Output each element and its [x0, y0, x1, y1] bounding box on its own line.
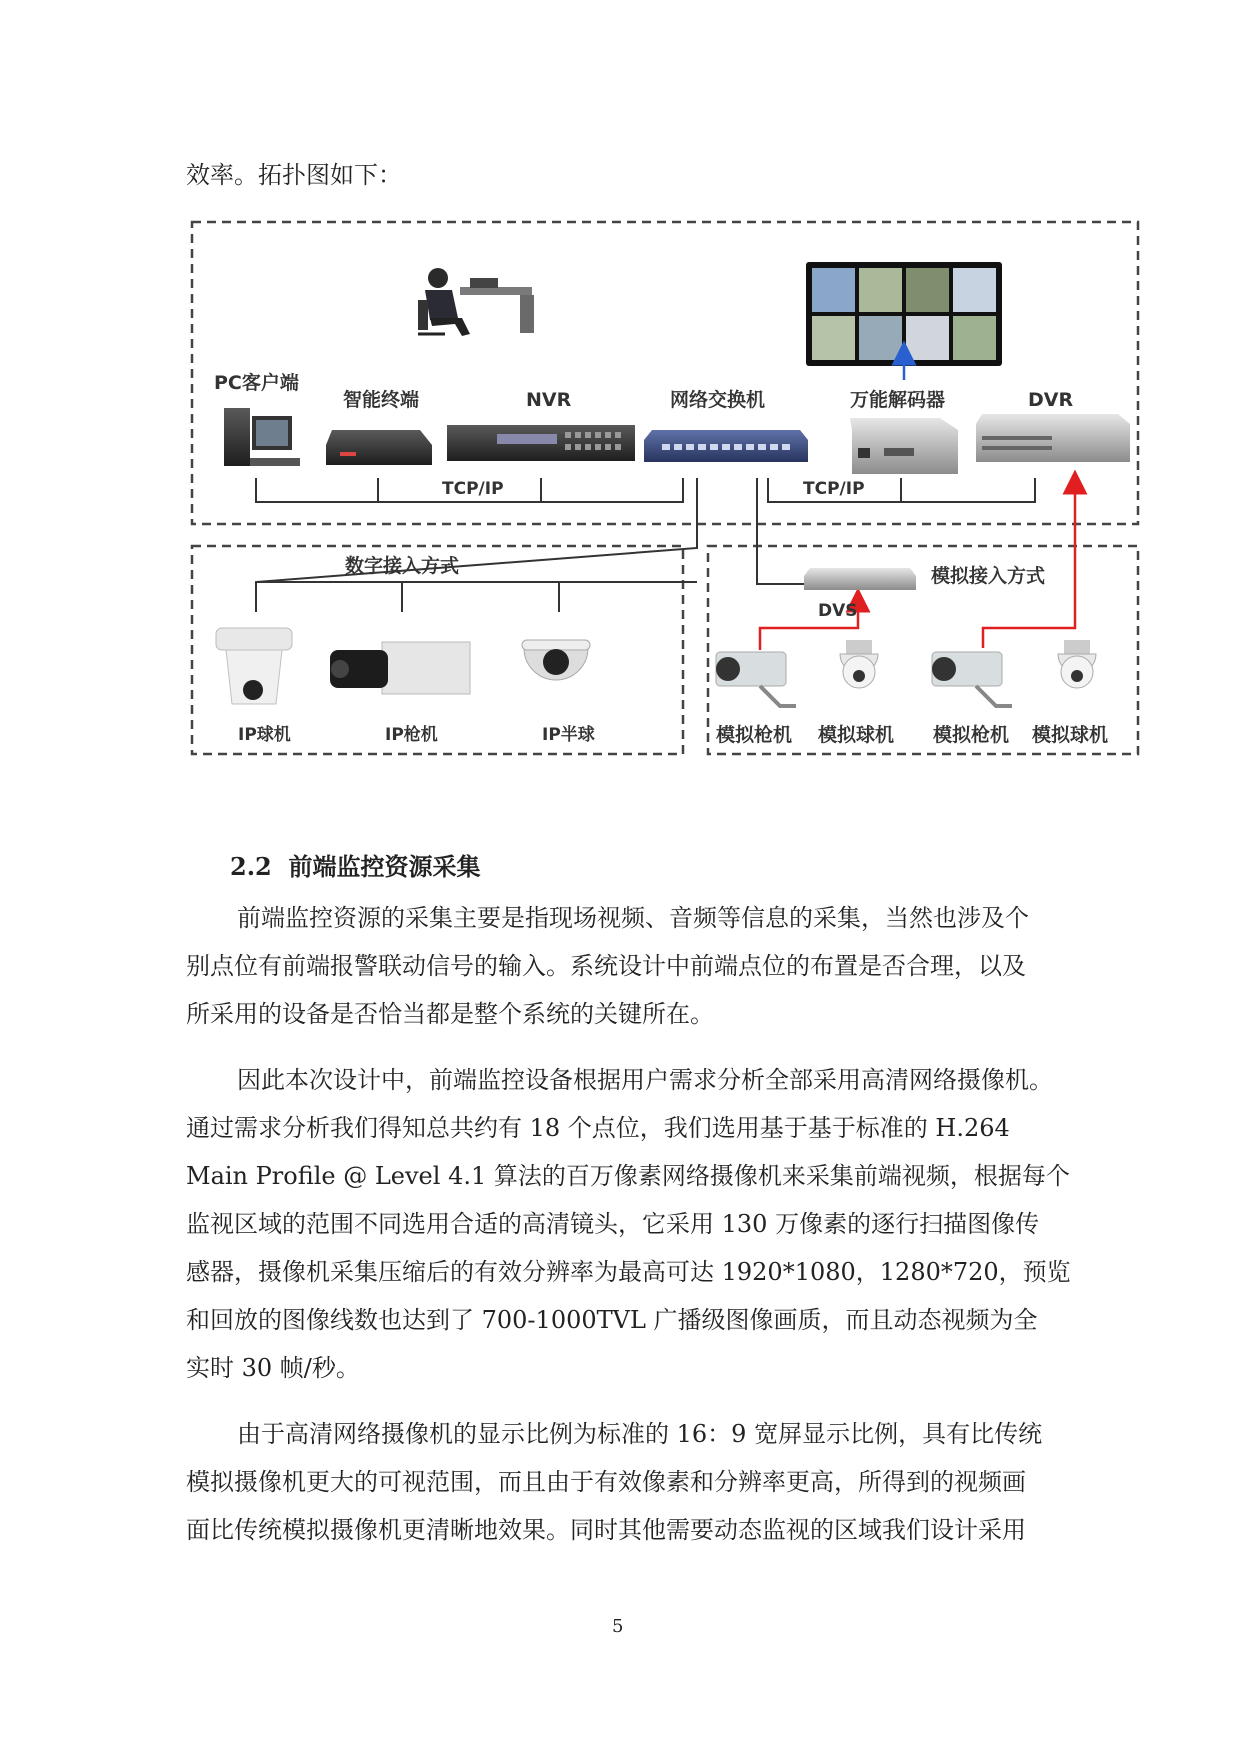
analog-speed-dome-1 — [840, 640, 878, 688]
paragraph-1-line: 前端监控资源的采集主要是指现场视频、音频等信息的采集，当然也涉及个 — [237, 904, 1029, 932]
paragraph-1-line: 所采用的设备是否恰当都是整个系统的关键所在。 — [186, 1000, 714, 1028]
label-digital-access: 数字接入方式 — [345, 555, 460, 577]
label-nvr: NVR — [526, 389, 572, 411]
paragraph-2-line: 感器，摄像机采集压缩后的有效分辨率为最高可达 1920*1080，1280*720，预览 — [186, 1258, 1071, 1286]
label-decoder: 万能解码器 — [850, 389, 946, 411]
operator-desk-illustration — [418, 268, 534, 336]
section-heading — [230, 847, 480, 882]
dvr-device — [976, 414, 1130, 462]
label-ip-half-dome: IP半球 — [542, 725, 595, 745]
label-tcpip-left: TCP/IP — [442, 479, 504, 499]
label-analog-bullet-1: 模拟枪机 — [716, 724, 793, 746]
label-smart-terminal: 智能终端 — [343, 389, 420, 411]
network-switch-device — [644, 430, 808, 462]
label-analog-bullet-2: 模拟枪机 — [933, 724, 1010, 746]
paragraph-3-line: 面比传统模拟摄像机更清晰地效果。同时其他需要动态监视的区域我们设计采用 — [186, 1516, 1026, 1544]
video-wall-monitor — [806, 262, 1002, 366]
section-title: 前端监控资源采集 — [288, 852, 481, 881]
analog-bullet-camera-2 — [932, 652, 1012, 706]
analog-bullet-camera-1 — [716, 652, 796, 706]
analog-speed-dome-2 — [1058, 640, 1096, 688]
paragraph-2-line: 通过需求分析我们得知总共约有 18 个点位，我们选用基于基于标准的 H.264 — [186, 1114, 1010, 1142]
label-analog-dome-1: 模拟球机 — [818, 724, 895, 746]
label-analog-dome-2: 模拟球机 — [1032, 724, 1109, 746]
paragraph-2-line: 监视区域的范围不同选用合适的高清镜头，它采用 130 万像素的逐行扫描图像传 — [186, 1210, 1040, 1238]
paragraph-2-line: 因此本次设计中，前端监控设备根据用户需求分析全部采用高清网络摄像机。 — [237, 1066, 1053, 1094]
paragraph-2-line: 和回放的图像线数也达到了 700-1000TVL 广播级图像画质，而且动态视频为全 — [186, 1306, 1038, 1334]
paragraph-3-line: 由于高清网络摄像机的显示比例为标准的 16：9 宽屏显示比例，具有比传统 — [237, 1420, 1043, 1448]
smart-terminal-device — [326, 430, 432, 465]
label-switch: 网络交换机 — [670, 389, 766, 411]
dvs-device — [804, 568, 916, 590]
paragraph-3-line: 模拟摄像机更大的可视范围，而且由于有效像素和分辨率更高，所得到的视频画 — [186, 1468, 1026, 1496]
ip-half-dome-camera — [522, 640, 590, 680]
paragraph-2-line: 实时 30 帧/秒。 — [186, 1354, 360, 1382]
decoder-device — [850, 418, 958, 474]
nvr-device — [447, 425, 635, 461]
pc-client-device — [224, 408, 300, 466]
label-pc-client: PC客户端 — [214, 372, 299, 394]
label-dvr: DVR — [1028, 389, 1074, 411]
topology-diagram — [0, 0, 1241, 780]
label-dvs: DVS — [818, 601, 858, 621]
paragraph-1-line: 别点位有前端报警联动信号的输入。系统设计中前端点位的布置是否合理，以及 — [186, 952, 1026, 980]
label-tcpip-right: TCP/IP — [803, 479, 865, 499]
page-number: 5 — [612, 1616, 624, 1637]
section-number: 2.2 — [230, 852, 272, 881]
label-ip-dome: IP球机 — [238, 725, 291, 745]
paragraph-2-line: Main Profile @ Level 4.1 算法的百万像素网络摄像机来采集前端视频，根据每个 — [186, 1162, 1070, 1190]
intro-line: 效率。拓扑图如下： — [186, 161, 402, 189]
label-analog-access: 模拟接入方式 — [931, 565, 1046, 587]
ip-box-camera — [330, 642, 470, 694]
ip-dome-camera — [216, 628, 292, 704]
label-ip-box: IP枪机 — [385, 725, 438, 745]
